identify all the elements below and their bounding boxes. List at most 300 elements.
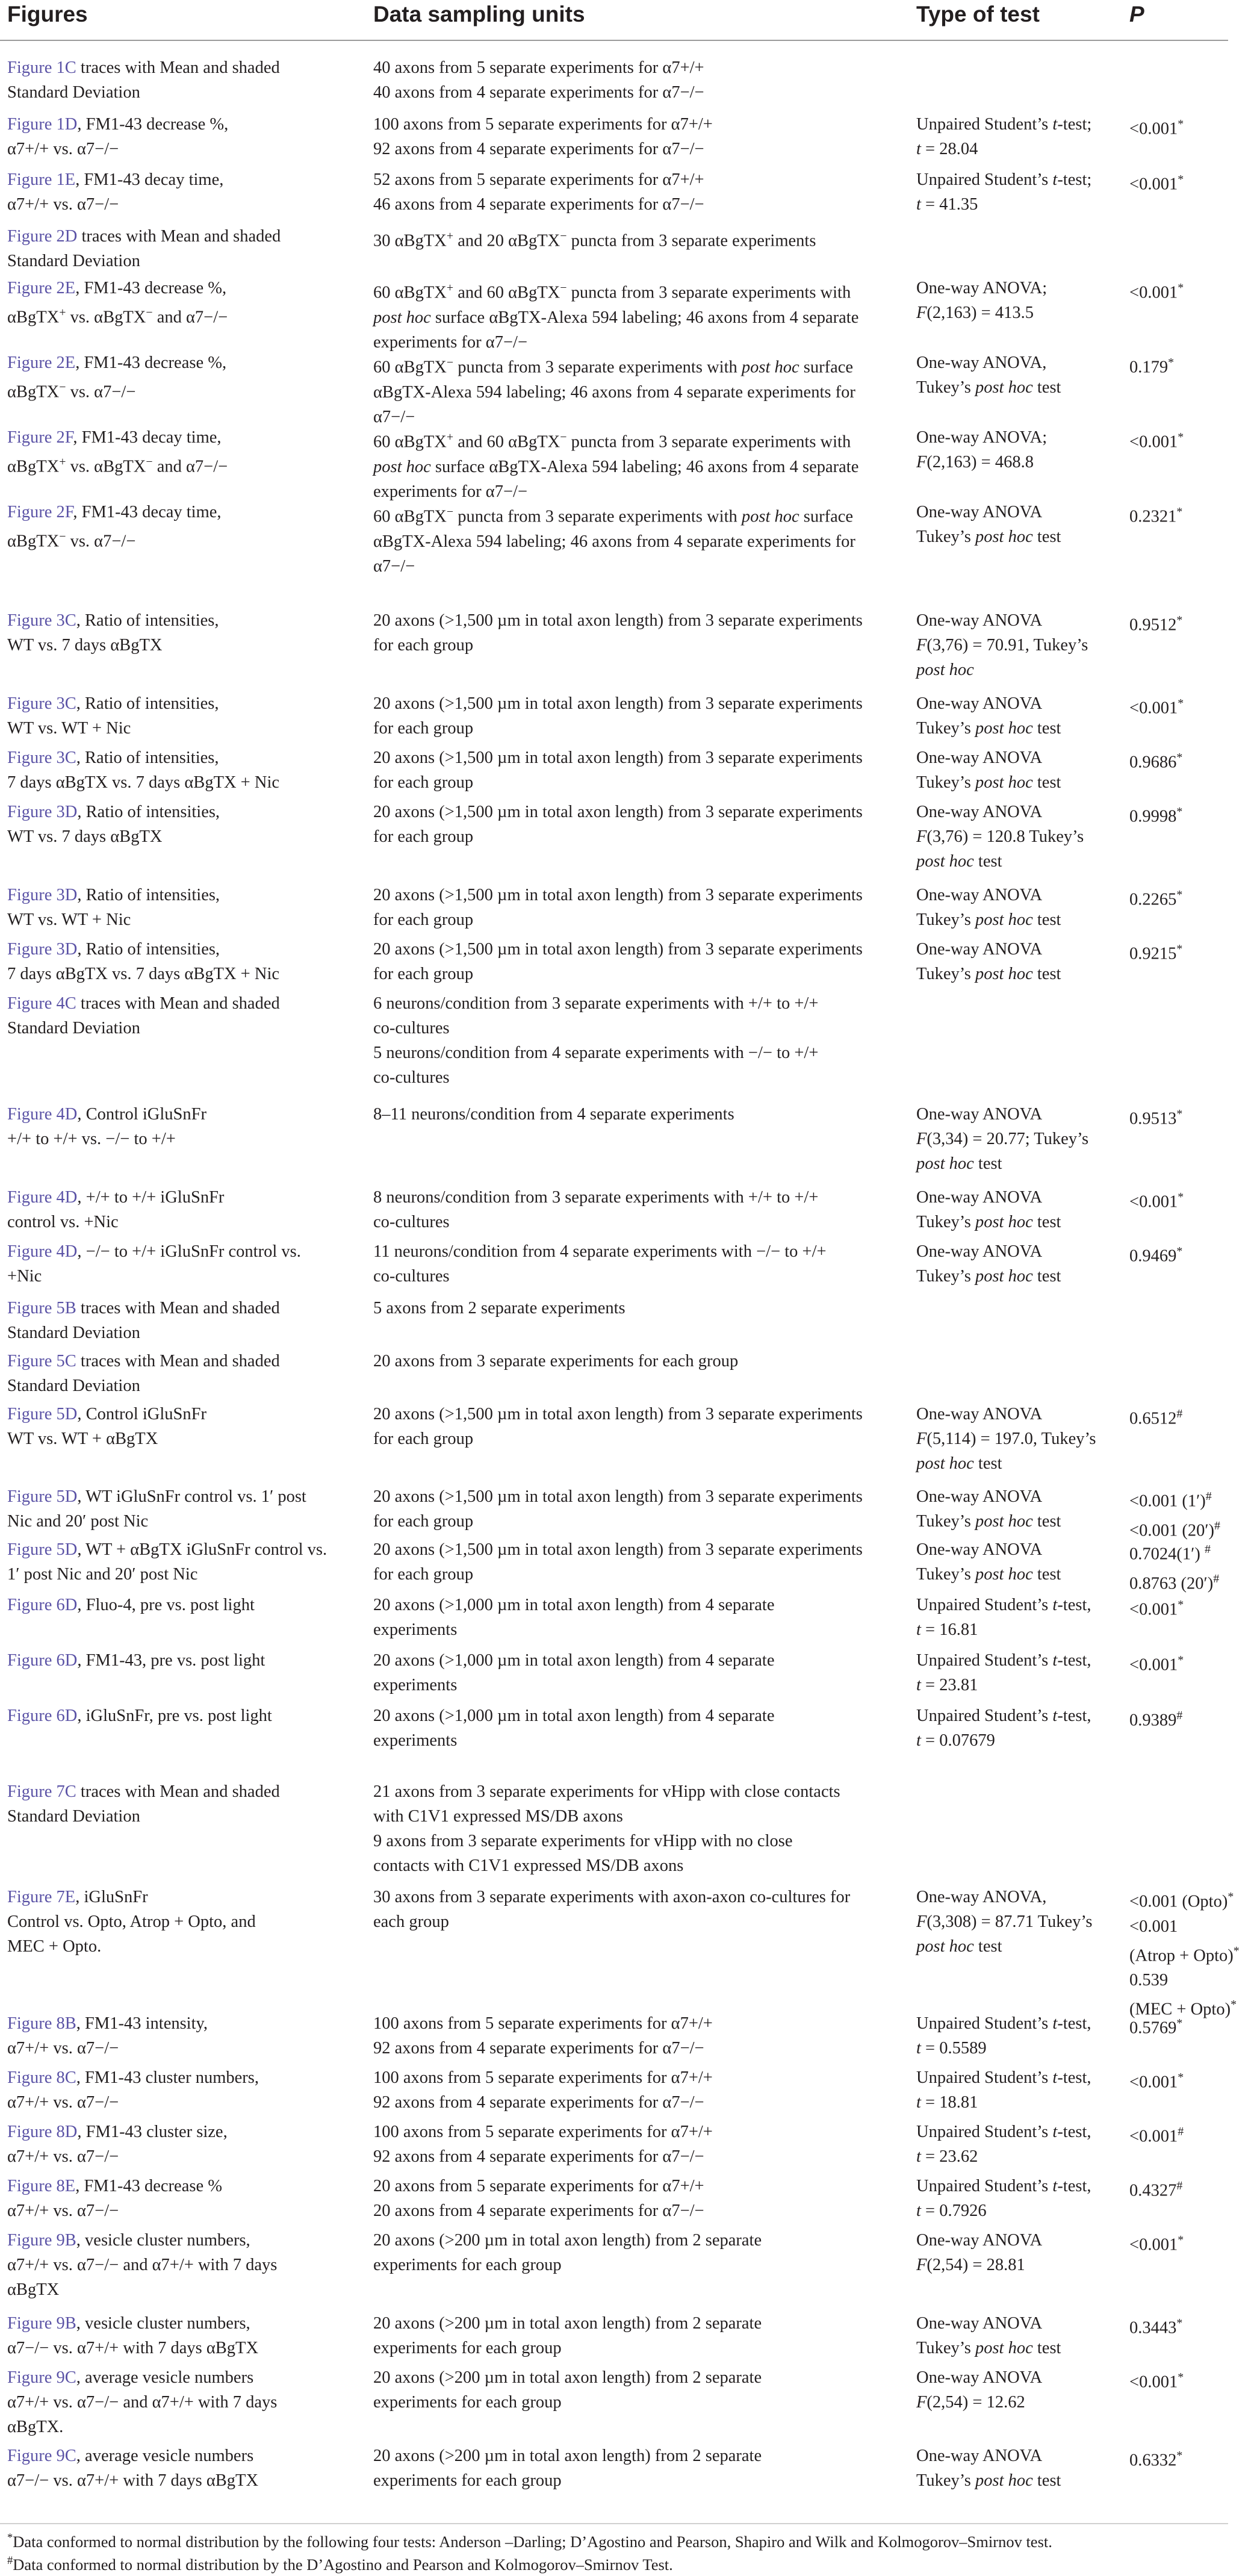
u-line: 100 axons from 5 separate experiments for α7+/+ bbox=[373, 2123, 713, 2141]
u-line: 52 axons from 5 separate experiments for α7+/+ bbox=[373, 170, 704, 189]
f-line: WT vs. 7 days αBgTX bbox=[7, 636, 163, 655]
p-value-cell bbox=[1129, 2120, 1250, 2149]
p-value-cell bbox=[1129, 1648, 1250, 1678]
t-line: Unpaired Student’s t-test, bbox=[916, 1651, 1091, 1670]
u-line: for each group bbox=[373, 1512, 474, 1531]
f-line: Standard Deviation bbox=[7, 1324, 140, 1342]
p-line: <0.001 bbox=[1129, 1917, 1178, 1936]
t-line: t = 0.7926 bbox=[916, 2201, 987, 2220]
figure-link[interactable]: Figure 3C bbox=[7, 748, 76, 767]
sampling-units-cell bbox=[373, 276, 903, 355]
f-line: Figure 2D traces with Mean and shaded bbox=[7, 227, 281, 246]
t-line: Tukey’s post hoc test bbox=[916, 1267, 1061, 1286]
t-line: F(2,163) = 413.5 bbox=[916, 303, 1034, 322]
p-line: <0.001* bbox=[1129, 697, 1184, 718]
sampling-units-cell bbox=[373, 1102, 903, 1127]
figure-link[interactable]: Figure 1E bbox=[7, 170, 76, 189]
figure-link[interactable]: Figure 7E bbox=[7, 1888, 76, 1906]
p-value-cell bbox=[1129, 2174, 1250, 2203]
t-line: F(2,54) = 28.81 bbox=[916, 2256, 1025, 2274]
p-value-cell bbox=[1129, 608, 1250, 638]
figure-link[interactable]: Figure 9B bbox=[7, 2314, 76, 2333]
t-line: One-way ANOVA bbox=[916, 2231, 1043, 2250]
p-value-cell bbox=[1129, 2228, 1250, 2257]
u-line: 20 axons from 5 separate experiments for α7+/+ bbox=[373, 2177, 704, 2195]
figure-link[interactable]: Figure 9C bbox=[7, 2447, 76, 2465]
test-type-cell bbox=[916, 500, 1112, 549]
p-line: 0.6512# bbox=[1129, 1407, 1183, 1428]
u-line: co-cultures bbox=[373, 1068, 450, 1087]
f-line: 7 days αBgTX vs. 7 days αBgTX + Nic bbox=[7, 965, 280, 983]
f-line: αBgTX. bbox=[7, 2418, 64, 2436]
figure-cell bbox=[7, 2065, 359, 2115]
f-line: Figure 6D, Fluo-4, pre vs. post light bbox=[7, 1596, 255, 1614]
figure-cell bbox=[7, 2120, 359, 2169]
sampling-units-cell bbox=[373, 2011, 903, 2061]
test-type-cell bbox=[916, 2065, 1112, 2115]
figure-cell bbox=[7, 1239, 359, 1289]
u-line: 20 axons (>1,000 µm in total axon length) from 4 separate bbox=[373, 1706, 775, 1725]
figure-link[interactable]: Figure 3C bbox=[7, 611, 76, 630]
f-line: Figure 7C traces with Mean and shaded bbox=[7, 1782, 280, 1801]
t-line: Tukey’s post hoc test bbox=[916, 527, 1061, 546]
u-line: 20 axons (>1,500 µm in total axon length) from 3 separate experiments bbox=[373, 1487, 863, 1506]
p-line: 0.9389# bbox=[1129, 1709, 1183, 1730]
test-type-cell bbox=[916, 167, 1112, 217]
figure-link[interactable]: Figure 5D bbox=[7, 1405, 78, 1423]
u-line: 20 axons (>200 µm in total axon length) from 2 separate bbox=[373, 2368, 762, 2387]
figure-cell bbox=[7, 1185, 359, 1234]
u-line: for each group bbox=[373, 827, 474, 846]
figure-cell bbox=[7, 55, 359, 105]
u-line: for each group bbox=[373, 636, 474, 655]
figure-cell bbox=[7, 2011, 359, 2061]
p-value-cell bbox=[1129, 1185, 1250, 1215]
figure-cell bbox=[7, 2174, 359, 2223]
f-line: Standard Deviation bbox=[7, 83, 140, 102]
t-line: Tukey’s post hoc test bbox=[916, 2339, 1061, 2357]
figure-cell bbox=[7, 276, 359, 330]
u-line: α7−/− bbox=[373, 407, 415, 426]
sampling-units-cell bbox=[373, 608, 903, 658]
p-value-cell bbox=[1129, 2011, 1250, 2041]
figure-cell bbox=[7, 1779, 359, 1829]
u-line: 20 axons (>1,500 µm in total axon length) from 3 separate experiments bbox=[373, 611, 863, 630]
footnote: *Data conformed to normal distribution by the following four tests: Anderson –Darling; D’Agostino and Pearson, Shapiro and Wilk and Kolmogorov–Smirnov test. bbox=[7, 2531, 1052, 2551]
figure-cell bbox=[7, 1484, 359, 1534]
t-line: Unpaired Student’s t-test, bbox=[916, 1596, 1091, 1614]
u-line: 20 axons from 3 separate experiments for each group bbox=[373, 1352, 739, 1370]
sampling-units-cell bbox=[373, 1593, 903, 1642]
t-line: post hoc test bbox=[916, 852, 1002, 871]
u-line: 6 neurons/condition from 3 separate experiments with +/+ to +/+ bbox=[373, 994, 819, 1013]
f-line: WT vs. WT + Nic bbox=[7, 910, 131, 929]
f-line: Figure 5C traces with Mean and shaded bbox=[7, 1352, 280, 1370]
figure-link[interactable]: Figure 1C bbox=[7, 58, 76, 77]
figure-cell bbox=[7, 425, 359, 479]
t-line: post hoc test bbox=[916, 1454, 1002, 1473]
f-line: α7+/+ vs. α7−/− bbox=[7, 140, 119, 158]
f-line: Figure 8D, FM1-43 cluster size, bbox=[7, 2123, 228, 2141]
p-value-cell bbox=[1129, 1703, 1250, 1733]
u-line: co-cultures bbox=[373, 1019, 450, 1038]
f-line: Figure 3C, Ratio of intensities, bbox=[7, 694, 219, 713]
f-line: 1′ post Nic and 20′ post Nic bbox=[7, 1565, 198, 1584]
t-line: Unpaired Student’s t-test; bbox=[916, 170, 1092, 189]
u-line: for each group bbox=[373, 1430, 474, 1448]
test-type-cell bbox=[916, 745, 1112, 795]
test-type-cell bbox=[916, 2011, 1112, 2061]
figure-link[interactable]: Figure 2F bbox=[7, 503, 73, 521]
figure-link[interactable]: Figure 8E bbox=[7, 2177, 76, 2195]
u-line: 21 axons from 3 separate experiments for vHipp with close contacts bbox=[373, 1782, 840, 1801]
f-line: αBgTX− vs. α7−/− bbox=[7, 530, 136, 551]
p-value-cell bbox=[1129, 1593, 1250, 1622]
test-type-cell bbox=[916, 2120, 1112, 2169]
u-line: 92 axons from 4 separate experiments for α7−/− bbox=[373, 140, 704, 158]
f-line: Figure 2E, FM1-43 decrease %, bbox=[7, 353, 227, 372]
p-line: 0.4327# bbox=[1129, 2179, 1183, 2200]
sampling-units-cell bbox=[373, 55, 903, 105]
u-line: 8 neurons/condition from 3 separate experiments with +/+ to +/+ bbox=[373, 1188, 819, 1207]
sampling-units-cell bbox=[373, 1402, 903, 1451]
p-line: 0.179* bbox=[1129, 356, 1175, 377]
p-value-cell bbox=[1129, 800, 1250, 829]
sampling-units-cell bbox=[373, 2311, 903, 2360]
t-line: t = 23.62 bbox=[916, 2147, 978, 2166]
u-line: post hoc surface αBgTX-Alexa 594 labeling; 46 axons from 4 separate bbox=[373, 308, 859, 327]
f-line: Figure 2F, FM1-43 decay time, bbox=[7, 503, 222, 521]
t-line: One-way ANOVA bbox=[916, 1405, 1043, 1423]
u-line: 11 neurons/condition from 4 separate experiments with −/− to +/+ bbox=[373, 1242, 827, 1261]
t-line: Unpaired Student’s t-test, bbox=[916, 1706, 1091, 1725]
f-line: Figure 3D, Ratio of intensities, bbox=[7, 886, 220, 904]
t-line: Tukey’s post hoc test bbox=[916, 719, 1061, 738]
test-type-cell bbox=[916, 2228, 1112, 2277]
u-line: for each group bbox=[373, 910, 474, 929]
p-value-cell bbox=[1129, 425, 1250, 455]
sampling-units-cell bbox=[373, 1239, 903, 1289]
p-line: 0.3443* bbox=[1129, 2316, 1183, 2338]
u-line: 92 axons from 4 separate experiments for α7−/− bbox=[373, 2093, 704, 2112]
f-line: Figure 8C, FM1-43 cluster numbers, bbox=[7, 2068, 259, 2087]
sampling-units-cell bbox=[373, 2444, 903, 2493]
test-type-cell bbox=[916, 1593, 1112, 1642]
f-line: Standard Deviation bbox=[7, 1019, 140, 1038]
t-line: One-way ANOVA bbox=[916, 2314, 1043, 2333]
u-line: experiments for each group bbox=[373, 2256, 562, 2274]
t-line: Unpaired Student’s t-test, bbox=[916, 2014, 1091, 2033]
t-line: One-way ANOVA bbox=[916, 611, 1043, 630]
figure-cell bbox=[7, 1648, 359, 1673]
p-line: <0.001* bbox=[1129, 2371, 1184, 2392]
t-line: One-way ANOVA; bbox=[916, 279, 1048, 297]
f-line: Figure 4D, −/− to +/+ iGluSnFr control vs. bbox=[7, 1242, 301, 1261]
figure-cell bbox=[7, 937, 359, 986]
p-line: 0.6332* bbox=[1129, 2449, 1183, 2470]
f-line: α7+/+ vs. α7−/− bbox=[7, 195, 119, 214]
f-line: Nic and 20′ post Nic bbox=[7, 1512, 149, 1531]
figure-link[interactable]: Figure 5D bbox=[7, 1487, 78, 1506]
figure-link[interactable]: Figure 4D bbox=[7, 1242, 78, 1261]
figure-link[interactable]: Figure 3D bbox=[7, 940, 78, 959]
figure-link[interactable]: Figure 3C bbox=[7, 694, 76, 713]
sampling-units-cell bbox=[373, 2120, 903, 2169]
t-line: Tukey’s post hoc test bbox=[916, 378, 1061, 397]
u-line: 20 axons (>1,000 µm in total axon length) from 4 separate bbox=[373, 1596, 775, 1614]
u-line: 60 αBgTX+ and 60 αBgTX− puncta from 3 separate experiments with bbox=[373, 431, 851, 452]
p-value-cell bbox=[1129, 350, 1250, 380]
f-line: MEC + Opto. bbox=[7, 1937, 102, 1956]
sampling-units-cell bbox=[373, 1537, 903, 1587]
sampling-units-cell bbox=[373, 2174, 903, 2223]
f-line: Figure 5D, WT + αBgTX iGluSnFr control vs. bbox=[7, 1540, 327, 1559]
figure-cell bbox=[7, 1102, 359, 1151]
figure-link[interactable]: Figure 3D bbox=[7, 886, 78, 904]
t-line: F(3,308) = 87.71 Tukey’s bbox=[916, 1912, 1093, 1931]
figure-link[interactable]: Figure 2E bbox=[7, 279, 76, 297]
u-line: for each group bbox=[373, 719, 474, 738]
p-value-cell bbox=[1129, 1537, 1250, 1596]
f-line: Figure 5B traces with Mean and shaded bbox=[7, 1299, 280, 1318]
header-data-sampling-units: Data sampling units bbox=[373, 2, 585, 26]
figure-cell bbox=[7, 800, 359, 849]
sampling-units-cell bbox=[373, 1648, 903, 1697]
t-line: t = 0.07679 bbox=[916, 1731, 995, 1750]
p-line: 0.9469* bbox=[1129, 1245, 1183, 1266]
t-line: One-way ANOVA bbox=[916, 748, 1043, 767]
test-type-cell bbox=[916, 1239, 1112, 1289]
p-value-cell bbox=[1129, 112, 1250, 142]
p-line: 0.8763 (20′)# bbox=[1129, 1572, 1220, 1593]
figure-link[interactable]: Figure 2F bbox=[7, 428, 73, 447]
p-line: <0.001* bbox=[1129, 2233, 1184, 2254]
f-line: Figure 4C traces with Mean and shaded bbox=[7, 994, 280, 1013]
sampling-units-cell bbox=[373, 991, 903, 1090]
sampling-units-cell bbox=[373, 2065, 903, 2115]
p-line: 0.2321* bbox=[1129, 505, 1183, 526]
f-line: Figure 3C, Ratio of intensities, bbox=[7, 748, 219, 767]
figure-cell bbox=[7, 2365, 359, 2439]
sampling-units-cell bbox=[373, 745, 903, 795]
f-line: Figure 2F, FM1-43 decay time, bbox=[7, 428, 222, 447]
u-line: experiments bbox=[373, 1731, 458, 1750]
t-line: One-way ANOVA bbox=[916, 1105, 1043, 1124]
f-line: Standard Deviation bbox=[7, 252, 140, 270]
u-line: 20 axons (>200 µm in total axon length) from 2 separate bbox=[373, 2231, 762, 2250]
figure-link[interactable]: Figure 9C bbox=[7, 2368, 76, 2387]
figure-cell bbox=[7, 112, 359, 161]
sampling-units-cell bbox=[373, 2365, 903, 2415]
t-line: t = 16.81 bbox=[916, 1620, 978, 1639]
test-type-cell bbox=[916, 937, 1112, 986]
p-line: 0.539 bbox=[1129, 1971, 1169, 1990]
u-line: 20 axons (>1,500 µm in total axon length) from 3 separate experiments bbox=[373, 1405, 863, 1423]
sampling-units-cell bbox=[373, 1185, 903, 1234]
sampling-units-cell bbox=[373, 350, 903, 429]
p-value-cell bbox=[1129, 2365, 1250, 2395]
test-type-cell bbox=[916, 1885, 1112, 1959]
t-line: Unpaired Student’s t-test, bbox=[916, 2123, 1091, 2141]
test-type-cell bbox=[916, 1648, 1112, 1697]
header-figures: Figures bbox=[7, 2, 88, 26]
u-line: 92 axons from 4 separate experiments for α7−/− bbox=[373, 2147, 704, 2166]
table-header bbox=[0, 0, 1228, 41]
f-line: Figure 6D, FM1-43, pre vs. post light bbox=[7, 1651, 265, 1670]
u-line: 5 neurons/condition from 4 separate experiments with −/− to +/+ bbox=[373, 1044, 819, 1062]
u-line: 20 axons (>1,500 µm in total axon length) from 3 separate experiments bbox=[373, 940, 863, 959]
t-line: t = 18.81 bbox=[916, 2093, 978, 2112]
t-line: One-way ANOVA, bbox=[916, 353, 1047, 372]
f-line: Figure 1D, FM1-43 decrease %, bbox=[7, 115, 229, 134]
u-line: 20 axons (>1,500 µm in total axon length) from 3 separate experiments bbox=[373, 886, 863, 904]
f-line: Figure 9B, vesicle cluster numbers, bbox=[7, 2231, 250, 2250]
f-line: +Nic bbox=[7, 1267, 42, 1286]
figure-link[interactable]: Figure 8C bbox=[7, 2068, 76, 2087]
figure-link[interactable]: Figure 1D bbox=[7, 115, 78, 134]
u-line: for each group bbox=[373, 1565, 474, 1584]
u-line: 8–11 neurons/condition from 4 separate experiments bbox=[373, 1105, 734, 1124]
p-line: <0.001* bbox=[1129, 2071, 1184, 2092]
sampling-units-cell bbox=[373, 167, 903, 217]
test-type-cell bbox=[916, 608, 1112, 682]
p-line: 0.9686* bbox=[1129, 751, 1183, 772]
test-type-cell bbox=[916, 1185, 1112, 1234]
test-type-cell bbox=[916, 2174, 1112, 2223]
t-line: One-way ANOVA bbox=[916, 503, 1043, 521]
f-line: Figure 3D, Ratio of intensities, bbox=[7, 803, 220, 821]
figure-link[interactable]: Figure 5B bbox=[7, 1299, 76, 1318]
figure-cell bbox=[7, 2311, 359, 2360]
t-line: t = 23.81 bbox=[916, 1676, 978, 1694]
figure-cell bbox=[7, 608, 359, 658]
p-value-cell bbox=[1129, 276, 1250, 305]
f-line: α7+/+ vs. α7−/− and α7+/+ with 7 days bbox=[7, 2256, 278, 2274]
u-line: 46 axons from 4 separate experiments for α7−/− bbox=[373, 195, 704, 214]
figure-cell bbox=[7, 991, 359, 1041]
sampling-units-cell bbox=[373, 1703, 903, 1753]
figure-link[interactable]: Figure 2E bbox=[7, 353, 76, 372]
u-line: 60 αBgTX− puncta from 3 separate experiments with post hoc surface bbox=[373, 505, 854, 526]
figure-link[interactable]: Figure 2D bbox=[7, 227, 78, 246]
f-line: Figure 1E, FM1-43 decay time, bbox=[7, 170, 224, 189]
t-line: One-way ANOVA bbox=[916, 2368, 1043, 2387]
u-line: experiments bbox=[373, 1676, 458, 1694]
f-line: α7−/− vs. α7+/+ with 7 days αBgTX bbox=[7, 2471, 259, 2490]
u-line: α7−/− bbox=[373, 556, 415, 576]
p-value-cell bbox=[1129, 1402, 1250, 1431]
p-line: <0.001* bbox=[1129, 117, 1184, 138]
figure-link[interactable]: Figure 4C bbox=[7, 994, 76, 1013]
t-line: Tukey’s post hoc test bbox=[916, 773, 1061, 792]
figure-link[interactable]: Figure 4D bbox=[7, 1105, 78, 1124]
t-line: One-way ANOVA bbox=[916, 2447, 1043, 2465]
header-p-value: P bbox=[1129, 2, 1144, 26]
u-line: experiments bbox=[373, 1620, 458, 1639]
p-value-cell bbox=[1129, 745, 1250, 775]
figure-cell bbox=[7, 691, 359, 741]
figure-link[interactable]: Figure 6D bbox=[7, 1651, 78, 1670]
p-line: <0.001 (Opto)* bbox=[1129, 1890, 1234, 1911]
header-type-of-test: Type of test bbox=[916, 2, 1040, 26]
figure-link[interactable]: Figure 6D bbox=[7, 1596, 78, 1614]
u-line: 9 axons from 3 separate experiments for vHipp with no close bbox=[373, 1832, 793, 1850]
t-line: One-way ANOVA bbox=[916, 1487, 1043, 1506]
f-line: αBgTX+ vs. αBgTX− and α7−/− bbox=[7, 455, 228, 476]
p-line: 0.9215* bbox=[1129, 942, 1183, 963]
p-line: 0.5769* bbox=[1129, 2017, 1183, 2038]
p-line: <0.001* bbox=[1129, 1190, 1184, 1212]
u-line: co-cultures bbox=[373, 1267, 450, 1286]
f-line: control vs. +Nic bbox=[7, 1213, 119, 1231]
u-line: co-cultures bbox=[373, 1213, 450, 1231]
f-line: α7+/+ vs. α7−/− and α7+/+ with 7 days bbox=[7, 2393, 278, 2412]
figure-link[interactable]: Figure 5D bbox=[7, 1540, 78, 1559]
p-line: <0.001* bbox=[1129, 173, 1184, 194]
t-line: Unpaired Student’s t-test, bbox=[916, 2177, 1091, 2195]
t-line: One-way ANOVA; bbox=[916, 428, 1048, 447]
u-line: 20 axons (>1,500 µm in total axon length) from 3 separate experiments bbox=[373, 694, 863, 713]
t-line: One-way ANOVA bbox=[916, 803, 1043, 821]
f-line: Figure 5D, Control iGluSnFr bbox=[7, 1405, 206, 1423]
figure-link[interactable]: Figure 5C bbox=[7, 1352, 76, 1370]
u-line: experiments for each group bbox=[373, 2393, 562, 2412]
figure-link[interactable]: Figure 4D bbox=[7, 1188, 78, 1207]
f-line: Figure 4D, Control iGluSnFr bbox=[7, 1105, 206, 1124]
u-line: 30 αBgTX+ and 20 αBgTX− puncta from 3 separate experiments bbox=[373, 229, 816, 250]
u-line: with C1V1 expressed MS/DB axons bbox=[373, 1807, 623, 1826]
sampling-units-cell bbox=[373, 1484, 903, 1534]
figure-cell bbox=[7, 2444, 359, 2493]
u-line: experiments for each group bbox=[373, 2471, 562, 2490]
p-value-cell bbox=[1129, 937, 1250, 966]
f-line: α7−/− vs. α7+/+ with 7 days αBgTX bbox=[7, 2339, 259, 2357]
figure-link[interactable]: Figure 8D bbox=[7, 2123, 78, 2141]
sampling-units-cell bbox=[373, 1296, 903, 1321]
f-line: Figure 9C, average vesicle numbers bbox=[7, 2447, 254, 2465]
u-line: 100 axons from 5 separate experiments for α7+/+ bbox=[373, 2014, 713, 2033]
p-line: 0.9512* bbox=[1129, 614, 1183, 635]
t-line: One-way ANOVA bbox=[916, 1188, 1043, 1207]
p-line: <0.001# bbox=[1129, 2125, 1184, 2146]
u-line: 60 αBgTX+ and 60 αBgTX− puncta from 3 separate experiments with bbox=[373, 281, 851, 302]
t-line: F(3,76) = 70.91, Tukey’s bbox=[916, 636, 1088, 655]
f-line: Figure 8E, FM1-43 decrease % bbox=[7, 2177, 222, 2195]
test-type-cell bbox=[916, 1102, 1112, 1176]
footnote-divider bbox=[0, 2523, 1228, 2524]
p-line: 0.2265* bbox=[1129, 888, 1183, 909]
f-line: Figure 3D, Ratio of intensities, bbox=[7, 940, 220, 959]
figure-link[interactable]: Figure 7C bbox=[7, 1782, 76, 1801]
t-line: post hoc bbox=[916, 661, 974, 679]
u-line: post hoc surface αBgTX-Alexa 594 labeling; 46 axons from 4 separate bbox=[373, 457, 859, 476]
f-line: α7+/+ vs. α7−/− bbox=[7, 2201, 119, 2220]
sampling-units-cell bbox=[373, 800, 903, 849]
test-type-cell bbox=[916, 883, 1112, 932]
t-line: t = 28.04 bbox=[916, 140, 978, 158]
f-line: Standard Deviation bbox=[7, 1377, 140, 1395]
figure-link[interactable]: Figure 9B bbox=[7, 2231, 76, 2250]
p-line: <0.001* bbox=[1129, 1598, 1184, 1619]
t-line: One-way ANOVA bbox=[916, 886, 1043, 904]
figure-link[interactable]: Figure 8B bbox=[7, 2014, 76, 2033]
sampling-units-cell bbox=[373, 883, 903, 932]
figure-cell bbox=[7, 224, 359, 273]
figure-link[interactable]: Figure 6D bbox=[7, 1706, 78, 1725]
figure-cell bbox=[7, 1593, 359, 1617]
figure-cell bbox=[7, 883, 359, 932]
figure-link[interactable]: Figure 3D bbox=[7, 803, 78, 821]
